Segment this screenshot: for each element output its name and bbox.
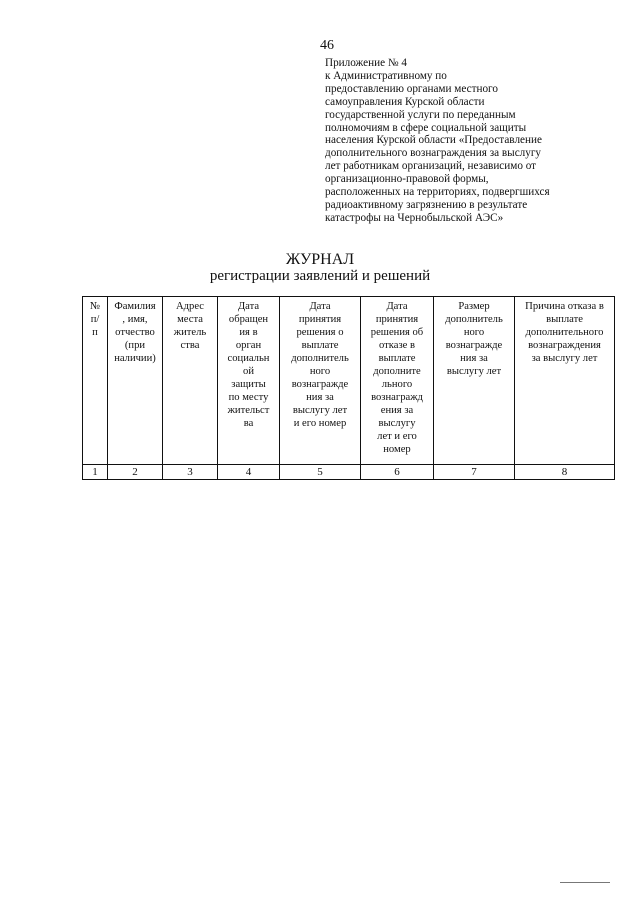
journal-subtitle: регистрации заявлений и решений bbox=[209, 268, 431, 284]
header-line: Дата bbox=[237, 301, 260, 312]
header-line: ой bbox=[243, 366, 254, 377]
header-line: выслугу лет bbox=[292, 405, 348, 416]
header-line: обращен bbox=[228, 314, 269, 325]
column-number-cell: 4 bbox=[218, 465, 280, 480]
header-line: места bbox=[177, 314, 203, 325]
header-line: ного bbox=[463, 327, 485, 338]
header-cell-payment-decision bbox=[280, 297, 361, 465]
header-cell-full-name bbox=[108, 297, 163, 465]
header-line: , имя, bbox=[122, 314, 148, 325]
header-line: выплате bbox=[546, 314, 583, 325]
header-line: решения об bbox=[370, 327, 424, 338]
annex-line: населения Курской области «Предоставление bbox=[325, 134, 542, 147]
header-line: выплате bbox=[301, 340, 339, 351]
table-header-row bbox=[83, 297, 615, 465]
header-line: Дата bbox=[386, 301, 408, 312]
header-line: Размер bbox=[458, 301, 490, 312]
column-number-cell: 7 bbox=[434, 465, 515, 480]
annex-line: полномочиям в сфере социальной защиты bbox=[325, 121, 527, 134]
header-line: вознагражде bbox=[291, 379, 349, 390]
column-number-cell: 3 bbox=[163, 465, 218, 480]
annex-line: дополнительного вознаграждения за выслугу bbox=[325, 147, 542, 160]
header-line: наличии) bbox=[114, 353, 156, 364]
annex-line: радиоактивному загрязнению в результате bbox=[325, 198, 528, 211]
annex-line: расположенных на территориях, подвергшихся bbox=[325, 186, 550, 199]
registration-table bbox=[82, 296, 615, 480]
header-line: п bbox=[92, 327, 98, 338]
header-line: (при bbox=[124, 340, 146, 351]
column-number-cell: 6 bbox=[361, 465, 434, 480]
header-cell-refusal-reason bbox=[515, 297, 615, 465]
header-line: лет и его bbox=[377, 431, 417, 442]
header-line: орган bbox=[235, 340, 262, 351]
header-line: № bbox=[89, 301, 101, 312]
header-line: ия в bbox=[239, 327, 258, 338]
header-line: решения о bbox=[296, 327, 344, 338]
header-line: вознагражд bbox=[371, 392, 423, 403]
annex-line: организационно-правовой формы, bbox=[325, 173, 489, 186]
header-line: защиты bbox=[231, 379, 266, 390]
header-line: принятия bbox=[298, 314, 342, 325]
header-cell-payment-amount bbox=[434, 297, 515, 465]
annex-line: самоуправления Курской области bbox=[325, 95, 485, 108]
page-number: 46 bbox=[320, 38, 334, 53]
header-line: ного bbox=[309, 366, 331, 377]
header-line: житель bbox=[173, 327, 207, 338]
header-line: ния за bbox=[306, 392, 334, 403]
header-line: социальн bbox=[227, 353, 270, 364]
header-line: ва bbox=[243, 418, 254, 429]
header-line: за выслугу лет bbox=[531, 353, 598, 364]
header-line: выслугу лет bbox=[446, 366, 502, 377]
header-line: ства bbox=[180, 340, 200, 351]
annex-block bbox=[325, 57, 625, 225]
header-line: Причина отказа в bbox=[525, 301, 604, 312]
scan-edge-mark bbox=[560, 882, 610, 883]
header-line: и его номер bbox=[293, 418, 347, 429]
header-line: выплате bbox=[378, 353, 416, 364]
header-line: дополнитель bbox=[445, 314, 503, 325]
column-number-row bbox=[83, 465, 615, 480]
column-number-cell: 1 bbox=[83, 465, 108, 480]
header-line: ния за bbox=[460, 353, 488, 364]
header-line: вознаграждения bbox=[528, 340, 601, 351]
header-line: Дата bbox=[309, 301, 331, 312]
header-cell-application-date bbox=[218, 297, 280, 465]
header-cell-row-number bbox=[83, 297, 108, 465]
column-number-cell: 5 bbox=[280, 465, 361, 480]
header-cell-address bbox=[163, 297, 218, 465]
header-line: п/ bbox=[90, 314, 100, 325]
header-line: дополните bbox=[373, 366, 421, 377]
header-line: принятия bbox=[375, 314, 419, 325]
header-line: по месту bbox=[228, 392, 269, 403]
header-line: дополнитель bbox=[291, 353, 349, 364]
annex-line: предоставлению органами местного bbox=[325, 82, 498, 95]
annex-line: лет работникам организаций, независимо от bbox=[325, 160, 537, 173]
annex-line: катастрофы на Чернобыльской АЭС» bbox=[325, 211, 504, 224]
header-line: вознагражде bbox=[445, 340, 503, 351]
header-line: отчество bbox=[115, 327, 155, 338]
header-cell-refusal-decision bbox=[361, 297, 434, 465]
annex-line: Приложение № 4 bbox=[325, 57, 407, 69]
header-line: Фамилия bbox=[114, 301, 156, 312]
annex-line: к Административному по bbox=[325, 69, 447, 82]
header-line: отказе в bbox=[378, 340, 415, 351]
header-line: дополнительного bbox=[525, 327, 604, 338]
annex-line: государственной услуги по переданным bbox=[325, 108, 516, 121]
header-line: номер bbox=[383, 444, 411, 455]
header-line: выслугу bbox=[378, 418, 416, 429]
column-number-cell: 8 bbox=[515, 465, 615, 480]
header-line: ения за bbox=[380, 405, 414, 416]
journal-title: ЖУРНАЛ bbox=[285, 251, 355, 268]
header-line: Адрес bbox=[175, 301, 204, 312]
header-line: льного bbox=[381, 379, 413, 390]
header-line: жительст bbox=[227, 405, 270, 416]
column-number-cell: 2 bbox=[108, 465, 163, 480]
